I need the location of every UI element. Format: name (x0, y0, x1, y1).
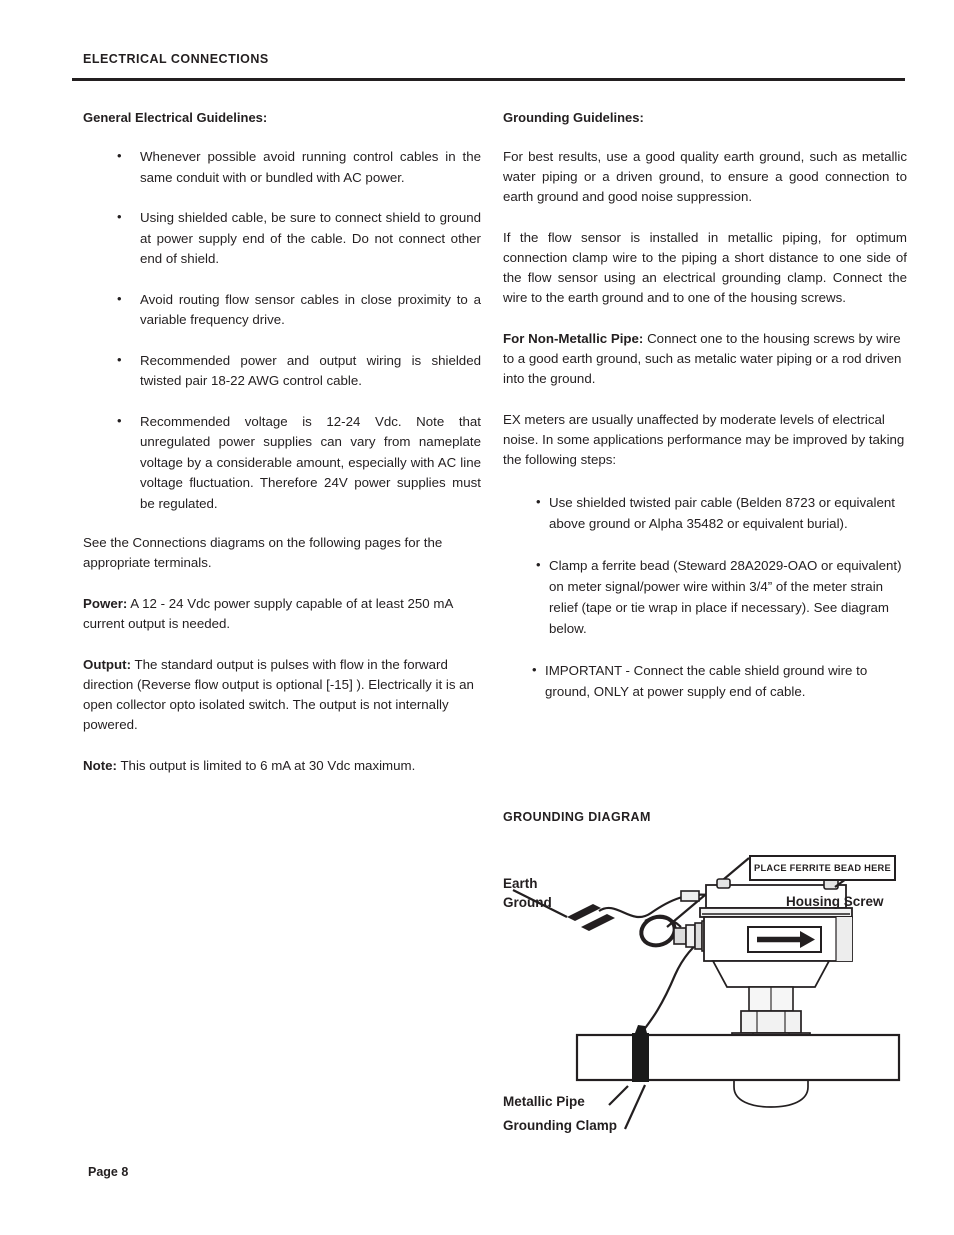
paragraph-ex-meters (503, 410, 907, 470)
ferrite-bead-callout-box (749, 855, 896, 881)
paragraph-lead-output: Output: (83, 657, 131, 672)
list-item-text: Recommended power and output wiring is shielded twisted pair 18-22 AWG control cable. (140, 352, 481, 388)
list-item-text: Recommended voltage is 12-24 Vdc. Note that unregulated power supplies can vary from nameplate voltage by a considerable amount, especially with AC line voltage fluctuation. Therefore 24V power supplies must be regulated. (140, 413, 481, 511)
paragraph-non-metallic-pipe (503, 329, 907, 389)
bullet-icon: • (536, 557, 541, 572)
list-item-text: Clamp a ferrite bead (Steward 28A2029-OAO or equivalent) on meter signal/power wire within 3/4” of the meter strain relief (tape or tie wrap in place if necessary). See diagram below. (549, 558, 902, 636)
list-item-text: Whenever possible avoid running control cables in the same conduit with or bundled with AC power. (140, 149, 481, 185)
list-item (503, 555, 907, 639)
ferrite-bead-callout-text: PLACE FERRITE BEAD HERE (754, 863, 891, 873)
paragraph-text: See the Connections diagrams on the following pages for the appropriate terminals. (83, 535, 443, 570)
left-column (83, 110, 481, 797)
grounding-diagram-title: GROUNDING DIAGRAM (503, 810, 651, 824)
paragraph-text: Connect one to the housing screws by wire to a good earth ground, such as metalic water piping or a rod driven into the ground. (503, 331, 902, 386)
paragraph-text: EX meters are usually unaffected by moderate levels of electrical noise. In some applications performance may be improved by taking the following steps: (503, 412, 905, 467)
bullet-icon: • (117, 412, 122, 428)
paragraph-text: If the flow sensor is installed in metallic piping, for optimum connection clamp wire to the piping a short distance to one side of the flow sensor using an electrical grounding clamp. Connect the wire to the earth ground and to one of the housing screws. (503, 230, 907, 305)
label-housing-screw: Housing Screw (786, 894, 884, 909)
housing-neck (713, 961, 829, 1011)
label-grounding-clamp: Grounding Clamp (503, 1118, 617, 1133)
right-column (503, 110, 907, 723)
list-item (83, 290, 481, 331)
paragraph-lead-non-metallic: For Non-Metallic Pipe: (503, 331, 644, 346)
flow-direction-arrow-icon (748, 927, 821, 952)
list-item-text: Avoid routing flow sensor cables in close proximity to a variable frequency drive. (140, 291, 481, 327)
grounding-clamp (632, 1025, 649, 1082)
page-number: Page 8 (88, 1165, 129, 1179)
general-guidelines-list (83, 147, 481, 514)
paragraph-lead-power: Power: (83, 596, 128, 611)
bullet-icon: • (117, 290, 122, 306)
list-item (503, 660, 907, 702)
list-item-text: Using shielded cable, be sure to connect shield to ground at power supply end of the cable. Do not connect other end of shield. (140, 210, 481, 266)
label-metallic-pipe: Metallic Pipe (503, 1094, 585, 1109)
metallic-pipe (577, 1035, 899, 1080)
label-earth-ground (503, 874, 552, 912)
upper-hex-nut (741, 1011, 801, 1033)
paragraph-text: A 12 - 24 Vdc power supply capable of at least 250 mA current output is needed. (83, 596, 453, 631)
paragraph-power (83, 594, 481, 634)
bullet-icon: • (536, 494, 541, 509)
housing-conduit-port (681, 891, 699, 901)
bullet-icon: • (117, 351, 122, 367)
left-column-heading: General Electrical Guidelines: (83, 110, 268, 125)
paragraph-lead-note: Note: (83, 758, 117, 773)
paragraph-text: The standard output is pulses with flow in the forward direction (Reverse flow output is optional [-15] ). Electrically it is an open collector opto isolated switch. The output is not internally powered. (83, 657, 474, 732)
bullet-icon: • (117, 209, 122, 224)
paragraph-metallic-piping (503, 228, 907, 308)
list-item (83, 208, 481, 270)
right-column-heading: Grounding Guidelines: (503, 110, 644, 125)
label-earth-ground-line1: Earth (503, 876, 538, 891)
paragraph-text: This output is limited to 6 mA at 30 Vdc maximum. (116, 758, 416, 773)
list-item-text: Use shielded twisted pair cable (Belden 8723 or equivalent above ground or Alpha 35482 or equivalent burial). (549, 495, 895, 531)
list-item (83, 351, 481, 392)
list-item-text: IMPORTANT - Connect the cable shield ground wire to ground, ONLY at power supply end of cable. (545, 663, 868, 699)
header-divider (72, 78, 905, 81)
paragraph-connections (83, 533, 481, 573)
label-earth-ground-line2: Ground (503, 895, 552, 910)
improvement-steps-list (503, 492, 907, 702)
paragraph-best-results (503, 147, 907, 207)
list-item (503, 492, 907, 534)
bullet-icon: • (117, 148, 122, 163)
list-item (83, 412, 481, 515)
bullet-icon: • (532, 662, 537, 677)
page-header-title: ELECTRICAL CONNECTIONS (83, 52, 269, 66)
paragraph-output (83, 655, 481, 735)
paragraph-note (83, 756, 481, 776)
paragraph-text: For best results, use a good quality earth ground, such as metallic water piping or a driven ground, to ensure a good connection to earth ground and good noise suppression. (503, 149, 907, 204)
list-item (83, 147, 481, 188)
